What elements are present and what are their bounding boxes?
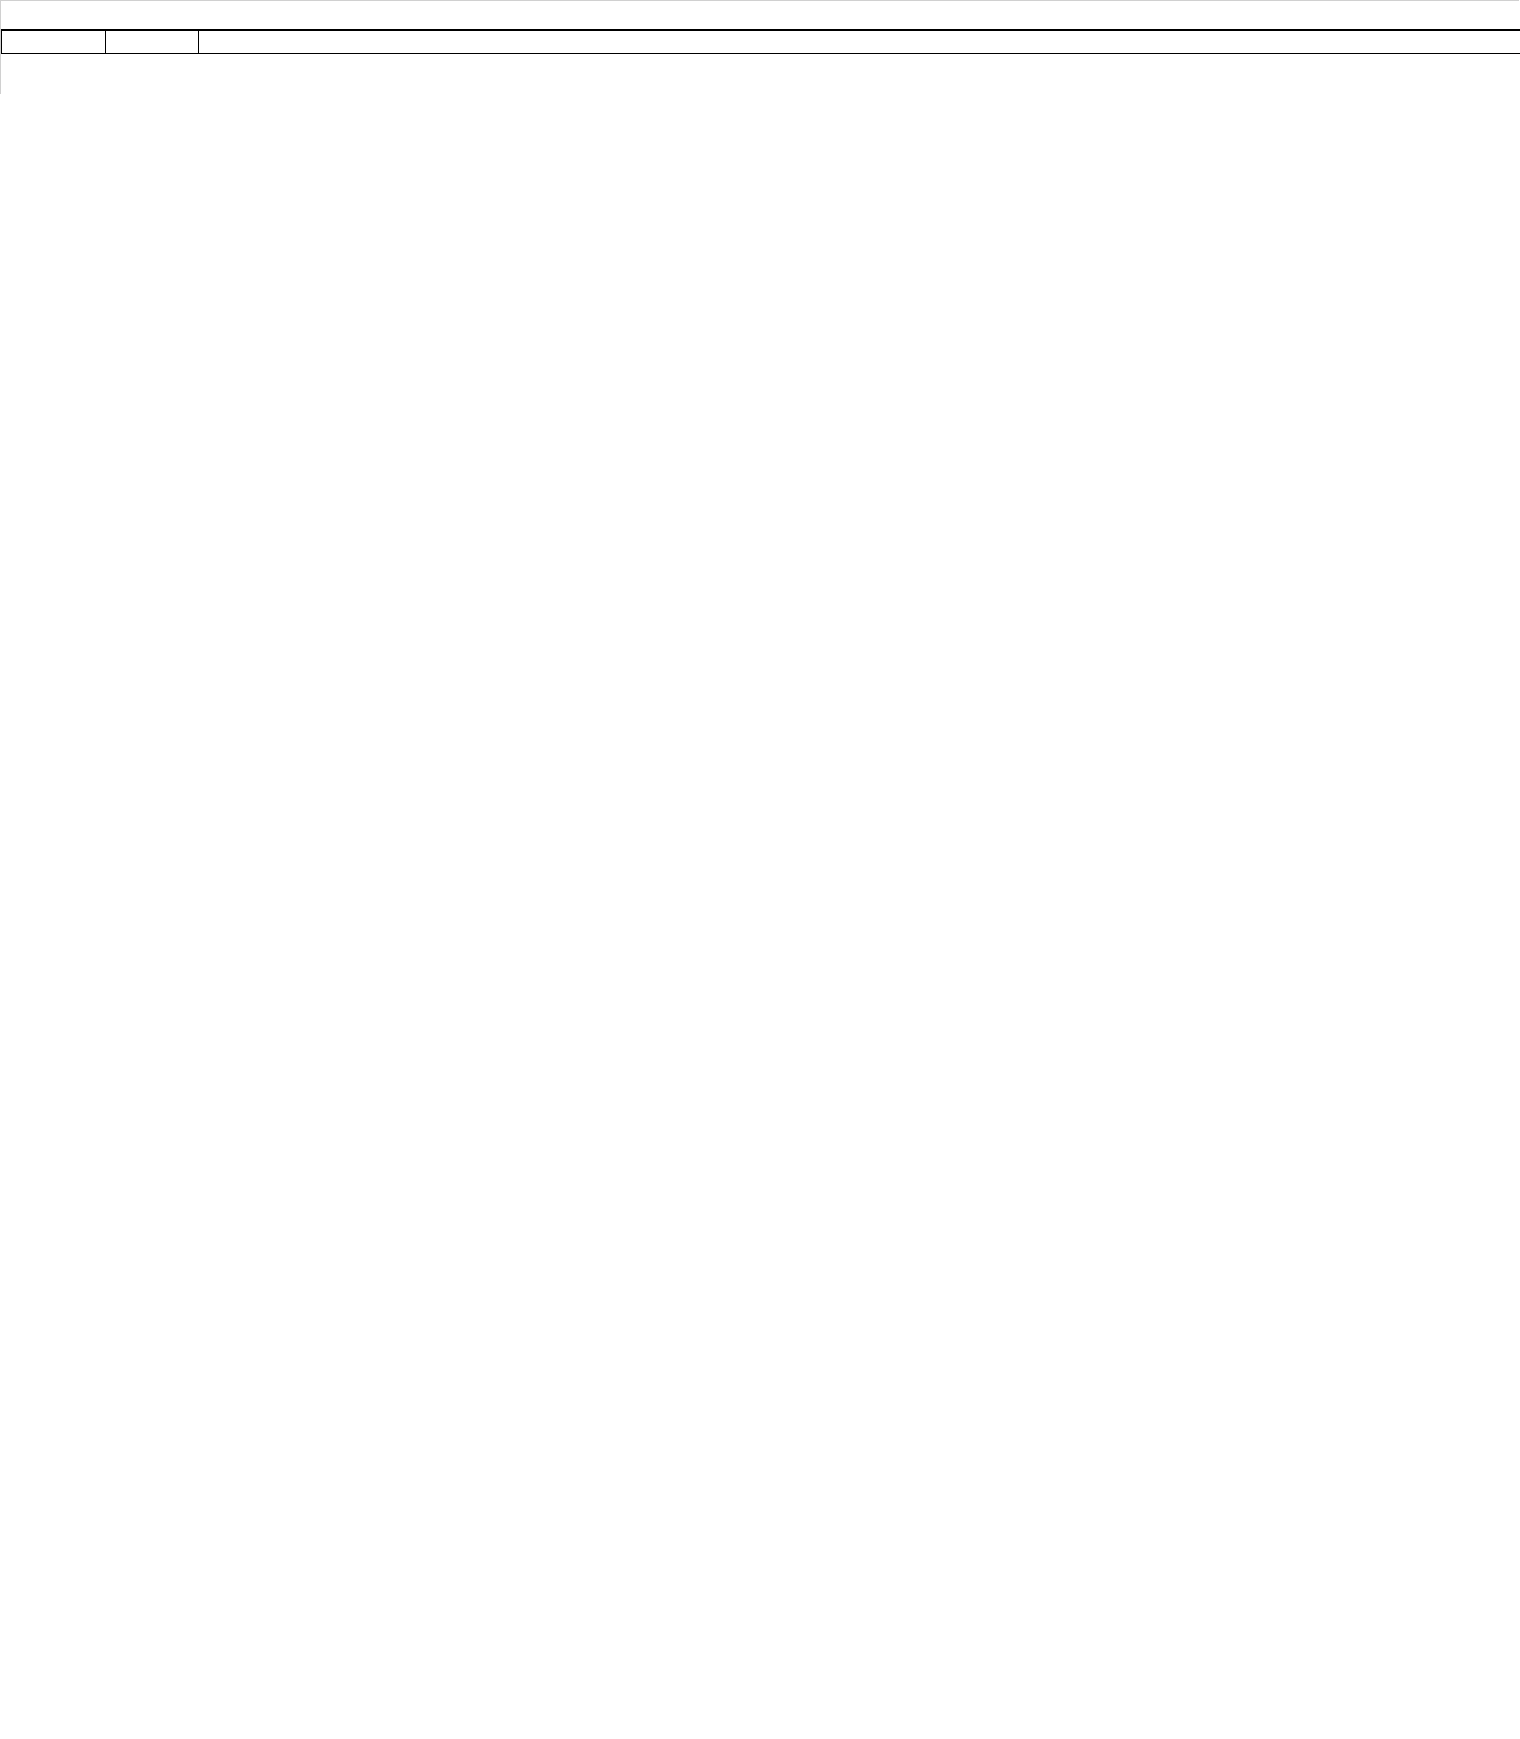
- schedule-table: [1, 1, 1520, 94]
- footer-note: [2, 54, 1520, 95]
- header-rank: [106, 30, 199, 54]
- schedule-sheet: [0, 0, 1519, 94]
- page-title: [2, 1, 1520, 30]
- header-department: [2, 30, 106, 54]
